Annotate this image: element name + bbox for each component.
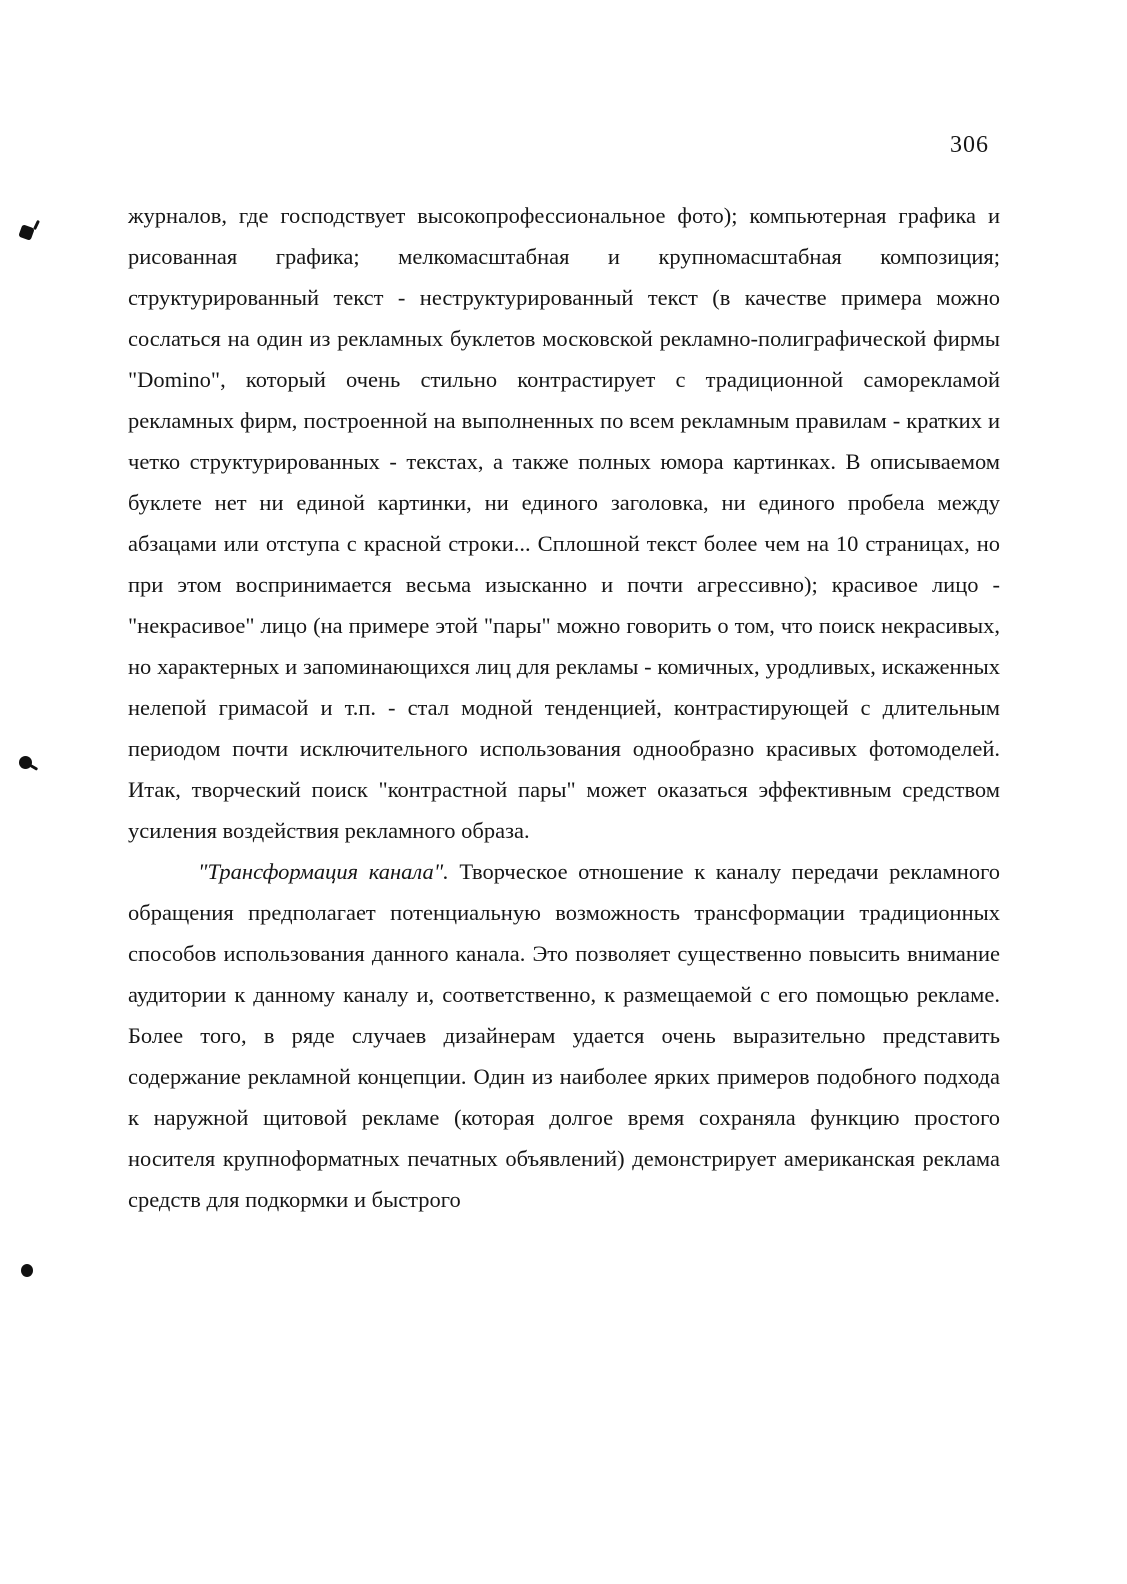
body-text (128, 195, 1000, 1220)
section-heading-italic: "Трансформация канала". (198, 859, 449, 884)
paragraph-contrast-pairs: журналов, где господствует высокопрофессиональное фото); компьютерная графика и рисованная графика; мелкомасштабная и крупномасштабная композиция; структурированный текст - неструктурированный текст (в качестве примера можно сослаться на один из рекламных буклетов московской рекламно-полиграфической фирмы "Domino", который очень стильно контрастирует с традиционной саморекламой рекламных фирм, построенной на выполненных по всем рекламным правилам - кратких и четко структурированных - текстах, а также полных юмора картинках. В описываемом буклете нет ни единой картинки, ни единого заголовка, ни единого пробела между абзацами или отступа с красной строки... Сплошной текст более чем на 10 страницах, но при этом воспринимается весьма изысканно и почти агрессивно); красивое лицо - "некрасивое" лицо (на примере этой "пары" можно говорить о том, что поиск некрасивых, но характерных и запоминающихся лиц для рекламы - комичных, уродливых, искаженных нелепой гримасой и т.п. - стал модной тенденцией, контрастирующей с длительным периодом почти исключительного использования однообразно красивых фотомоделей. Итак, творческий поиск "контрастной пары" может оказаться эффективным средством усиления воздействия рекламного образа. (128, 203, 1000, 843)
paragraph-channel-transformation-text: Творческое отношение к каналу передачи рекламного обращения предполагает потенциальную возможность трансформации традиционных способов использования данного канала. Это позволяет существенно повысить внимание аудитории к данному каналу и, соответственно, к размещаемой с его помощью рекламе. Более того, в ряде случаев дизайнерам удается очень выразительно представить содержание рекламной концепции. Один из наиболее ярких примеров подобного подхода к наружной щитовой рекламе (которая долгое время сохраняла функцию простого носителя крупноформатных печатных объявлений) демонстрирует американская реклама средств для подкормки и быстрого (128, 859, 1000, 1212)
page-number: 306 (950, 132, 989, 158)
scan-speck-middle-tail (30, 764, 38, 771)
paragraph-channel-transformation (128, 851, 1000, 1220)
scan-speck-top (18, 224, 35, 241)
scan-speck-top-tail (33, 220, 40, 230)
scan-speck-bottom (21, 1264, 33, 1277)
